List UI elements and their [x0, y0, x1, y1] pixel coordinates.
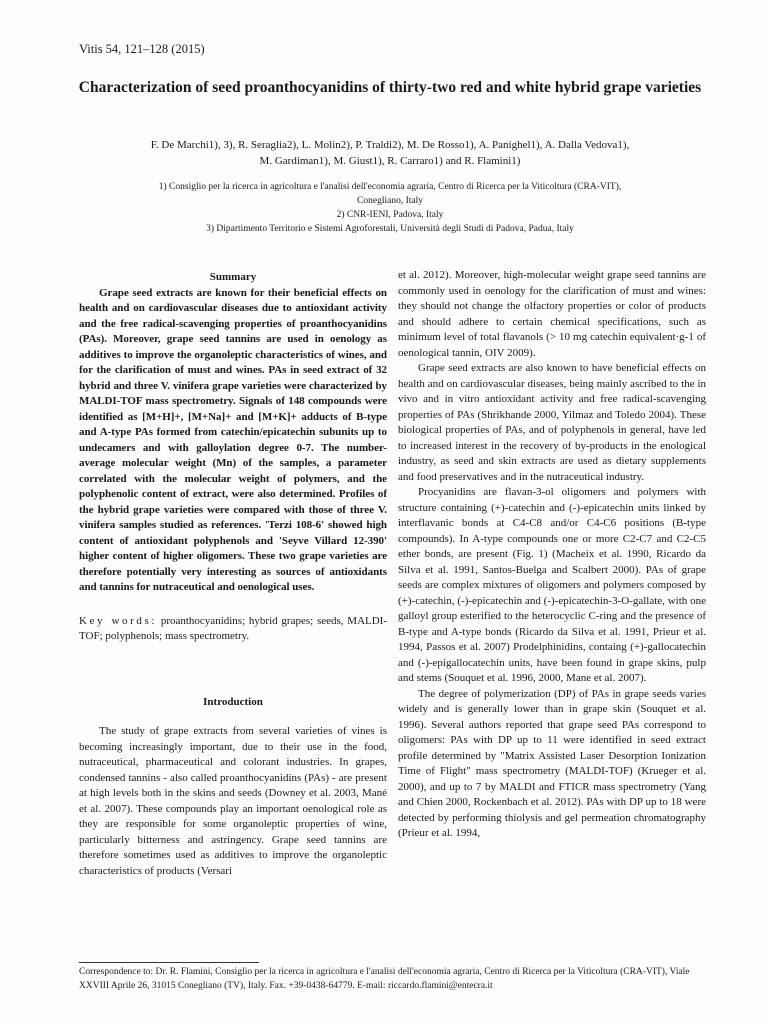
affiliation-line: 1) Consiglio per la ricerca in agricoltura e l'analisi dell'economia agraria, Centro di Ricerca per la Viticoltura (CRA-VIT), [158, 182, 622, 192]
keywords [79, 614, 387, 645]
footnote-divider [79, 962, 259, 963]
author-line-1: F. De Marchi1), 3), R. Seraglia2), L. Molin2), P. Traldi2), M. De Rosso1), A. Panighel1), A. Dalla Vedova1), [150, 139, 630, 151]
body-paragraph: The degree of polymerization (DP) of PAs in grape seeds varies widely and is generally lower than in grape skin (Souquet et al. 1996). Several authors reported that grape seed PAs correspond to oligomers: PAs with DP up to 11 were identified in seed extract profile determined by "Matrix Assisted Laser Desorption Ionization Time of Flight" mass spectrometry (MALDI-TOF) (Krueger et al. 2000), and up to 7 by MALDI and FTICR mass spectrometry (Yang and Chien 2000, Rockenbach et al. 2012). PAs with DP up to 18 were detected by performing thiolysis and gel permeation chromatography (Prieur et al. 1994, [398, 687, 706, 839]
summary-paragraph: Grape seed extracts are known for their beneficial effects on health and on cardiovascular diseases due to antioxidant activity and the free radical-scavenging properties of proanthocyanidins (PAs). Moreover, grape seed tannins are used in oenology as additives to improve the organoleptic characteristics of wines, and for the clarification of must and wines. PAs in seed extract of 32 hybrid and three V. vinifera grape varieties were characterized by MALDI-TOF mass spectrometry. Signals of 148 compounds were identified as [M+H]+, [M+Na]+ and [M+K]+ adducts of B-type and A-type PAs formed from catechin/epicatechin subunits up to undecamers and with galloylation degree 0-7. The number-average molecular weight (Mn) of the samples, a parameter correlated with the molecular weight of polymers, and the polyphenolic content of extract, were also determined. Profiles of the hybrid grape varieties were compared with those of three V. vinifera samples studied as references. 'Terzi 108-6' showed high content of antioxidant polyphenols and 'Seyve Villard 12-390' higher content of higher oligomers. These two grape varieties are therefore potentially very interesting as sources of antioxidants and tannins for nutraceutical and oenological uses. [79, 286, 387, 593]
keywords-text: proanthocyanidins; hybrid grapes; seeds, MALDI-TOF; polyphenols; mass spectrometry. [79, 614, 388, 642]
correspondence-footnote: Correspondence to: Dr. R. Flamini, Consiglio per la ricerca in agricoltura e l'analisi dell'economia agraria, Centro di Ricerca per la Viticoltura (CRA-VIT), Viale XXVIII Aprile 26, 31015 Conegliano (TV), Italy. Fax. +39-0438-64779. E-mail: riccardo.flamini@entecra.it [79, 967, 690, 991]
affiliation-line: Conegliano, Italy [357, 196, 423, 206]
paper-title: Characterization of seed proanthocyanidins of thirty-two red and white hybrid grape varieties [78, 79, 702, 96]
left-column [79, 270, 387, 879]
affiliations [60, 180, 720, 236]
body-paragraph: Procyanidins are flavan-3-ol oligomers and polymers with structure containing (+)-catechin and (-)-epicatechin units linked by interflavanic bonds at C4-C8 and/or C4-C6 positions (B-type compounds). In A-type compounds one or more C2-C7 and C2-C5 ether bonds, are present (Fig. 1) (Macheix et al. 1990, Ricardo da Silva et al. 1991, Santos-Buelga and Scalbert 2000). PAs of grape seeds are complex mixtures of oligomers and polymers composed by (+)-catechin, (-)-epicatechin and (-)-epicatechin-3-O-gallate, with one galloyl group esterified to the heterocyclic C-ring and the presence of B-type and A-type bonds (Ricardo da Silva et al. 1991, Prieur et al. 1994, Passos et al. 2007) Prodelphinidins, containg (+)-gallocatechin and (-)-epigallocatechin units, have been found in grape skins, pulp and stems (Souquet et al. 1996, 2000, Mane et al. 2007). [398, 486, 706, 684]
author-line-2: M. Gardiman1), M. Giust1), R. Carraro1) and R. Flamini1) [259, 155, 521, 167]
body-paragraph: et al. 2012). Moreover, high-molecular weight grape seed tannins are commonly used in oenology for the clarification of must and wines: they should not change the olfactory properties or color of products and should adhere to certain chemical specifications, such as minimum level of total flavanols (> 10 mg catechin equivalent·g-1 of oenological tannin, OIV 2009). [398, 269, 706, 359]
journal-reference: Vitis 54, 121–128 (2015) [79, 42, 205, 56]
affiliation-line: 2) CNR-IENI, Padova, Italy [336, 210, 444, 220]
right-column [398, 268, 706, 842]
introduction-paragraph: The study of grape extracts from several varieties of vines is becoming increasingly important, due to their use in the food, nutraceutical, pharmaceutical and colorant industries. In grapes, condensed tannins - also called proanthocyanidins (PAs) - are present at high levels both in the skins and seeds (Downey et al. 2003, Mané et al. 2007). These compounds play an important oenological role as they are responsible for some organoleptic properties of wine, particularly bitterness and astringency. Grape seed tannins are therefore sometimes used as additives to improve the organoleptic characteristics of products (Versari [79, 725, 387, 877]
author-list [60, 137, 720, 169]
introduction-heading: Introduction [203, 695, 263, 708]
body-paragraph: Grape seed extracts are also known to have beneficial effects on health and on cardiovascular diseases, being mainly ascribed to the in vivo and in vitro antioxidant activity and free radical-scavenging properties of PAs (Shrikhande 2000, Yilmaz and Toledo 2004). These biological properties of PAs, and of polyphenols in general, have led to increased interest in the recovery of by-products in the enological industry, as seed and skin extracts are used as dietary supplements and food preservatives and in the nutraceutical industry. [398, 362, 706, 483]
summary-heading: Summary [209, 271, 257, 283]
affiliation-line: 3) Dipartimento Territorio e Sistemi Agroforestali, Università degli Studi di Padova, Padua, Italy [206, 224, 574, 234]
keywords-label: Key words: [79, 614, 158, 627]
